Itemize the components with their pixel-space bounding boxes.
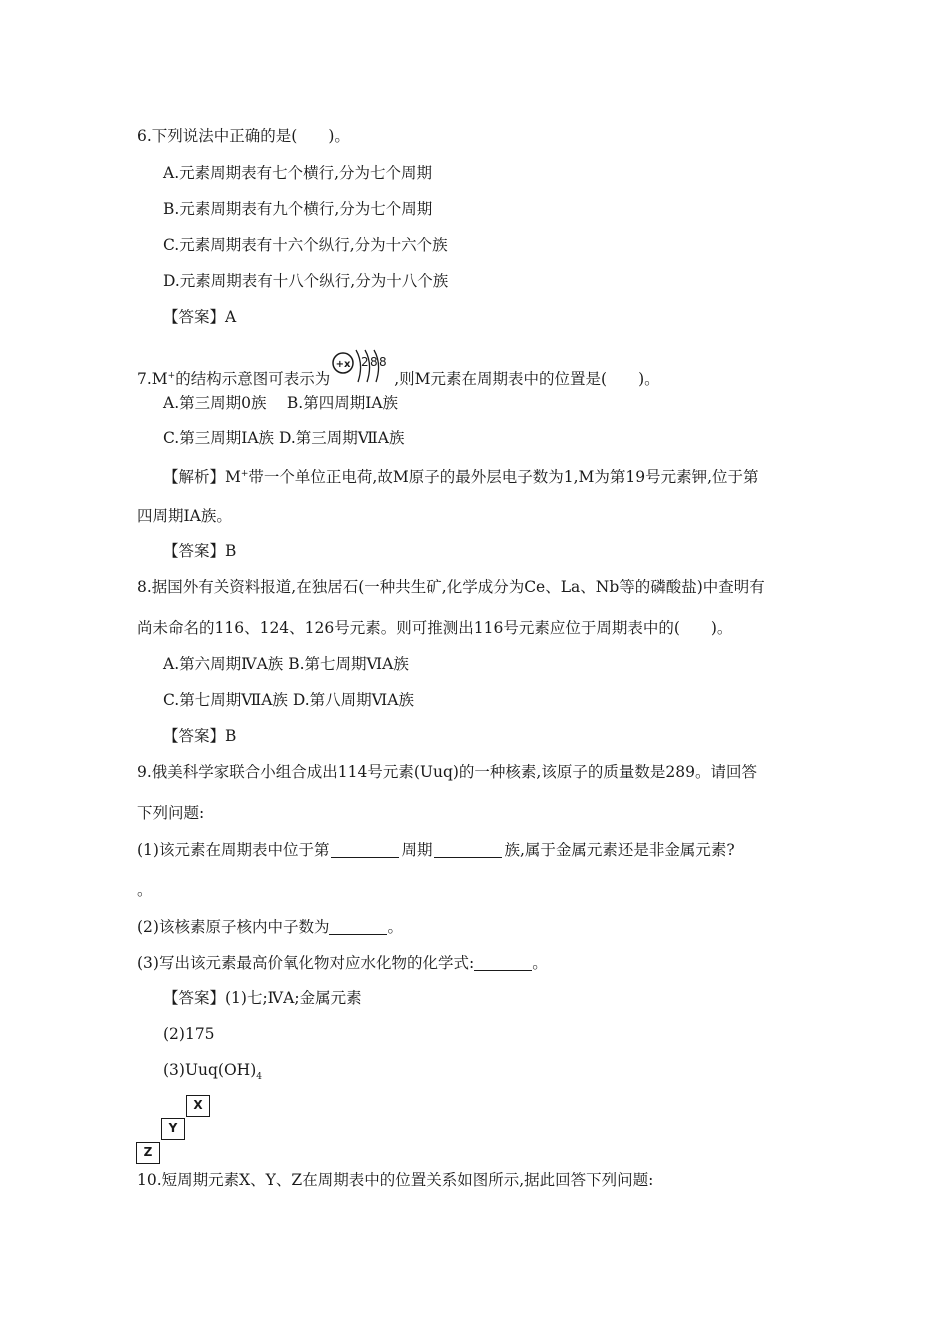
q9-part1-a: (1)该元素在周期表中位于第 <box>137 841 330 859</box>
q7-analysis-a: 【解析】M <box>163 468 241 487</box>
q9-answer1: 【答案】(1)七;ⅣA;金属元素 <box>163 989 362 1007</box>
q9-part3 <box>137 953 548 973</box>
q7-analysis-b: 带一个单位正电荷,故M原子的最外层电子数为1,M为第19号元素钾,位于第 <box>248 468 759 487</box>
q7-stem-prefix: 7.M <box>137 370 168 389</box>
q9-answer3-main: (3)Uuq(OH) <box>163 1061 257 1079</box>
q9-part2 <box>137 917 403 937</box>
q7-analysis-cont: 四周期ⅠA族。 <box>137 507 232 525</box>
q7-analysis <box>163 464 759 487</box>
grid-cell-y: Y <box>161 1118 185 1140</box>
q9-answer2: (2)175 <box>163 1025 215 1043</box>
atom-structure-diagram <box>331 346 395 384</box>
q9-part1-end: 。 <box>137 881 153 899</box>
q8-stem-line1: 8.据国外有关资料报道,在独居石(一种共生矿,化学成分为Ce、La、Nb等的磷酸盐)中查明有 <box>137 578 765 596</box>
q10-stem: 10.短周期元素X、Y、Z在周期表中的位置关系如图所示,据此回答下列问题: <box>137 1171 654 1189</box>
q9-part3-a: (3)写出该元素最高价氧化物对应水化物的化学式: <box>137 954 475 972</box>
q9-answer3 <box>163 1060 262 1087</box>
grid-cell-z: Z <box>136 1142 160 1164</box>
shell-electrons-2: 8 <box>370 355 378 369</box>
grid-cell-x: X <box>186 1095 210 1117</box>
q9-part1-b: 周期 <box>401 841 433 859</box>
shell-arc-1 <box>356 350 361 382</box>
answer-blank[interactable] <box>331 841 399 858</box>
q8-options-row2: C.第七周期ⅦA族 D.第八周期ⅥA族 <box>163 691 414 709</box>
q9-part3-end: 。 <box>532 954 548 972</box>
q9-stem-line1: 9.俄美科学家联合小组合成出114号元素(Uuq)的一种核素,该原子的质量数是289。请回答 <box>137 763 757 781</box>
q8-stem-line2: 尚未命名的116、124、126号元素。则可推测出116号元素应位于周期表中的( )。 <box>137 619 733 637</box>
q6-option-c: C.元素周期表有十六个纵行,分为十六个族 <box>163 236 448 254</box>
q7-stem <box>137 366 660 389</box>
q7-stem-suffix: ,则M元素在周期表中的位置是( )。 <box>394 370 660 389</box>
q9-part1-c: 族,属于金属元素还是非金属元素? <box>504 841 735 859</box>
shell-electrons-3: 8 <box>379 355 387 369</box>
q6-option-a: A.元素周期表有七个横行,分为七个周期 <box>163 164 433 182</box>
nucleus-charge: +x <box>335 359 351 370</box>
q7-answer: 【答案】B <box>163 542 237 560</box>
answer-blank[interactable] <box>474 954 532 971</box>
q8-answer: 【答案】B <box>163 727 237 745</box>
q6-option-b: B.元素周期表有九个横行,分为七个周期 <box>163 200 433 218</box>
q7-stem-charge: + <box>167 371 176 381</box>
q6-stem: 6.下列说法中正确的是( )。 <box>137 127 350 145</box>
q7-stem-mid: 的结构示意图可表示为 <box>175 370 331 389</box>
q6-answer: 【答案】A <box>163 308 237 326</box>
q8-options-row1: A.第六周期ⅣA族 B.第七周期ⅥA族 <box>163 655 409 673</box>
q9-part1 <box>137 840 735 860</box>
q7-options-row2: C.第三周期ⅠA族 D.第三周期ⅦA族 <box>163 429 405 447</box>
q6-option-d: D.元素周期表有十八个纵行,分为十八个族 <box>163 272 449 290</box>
answer-blank[interactable] <box>329 918 387 935</box>
answer-blank[interactable] <box>434 841 502 858</box>
shell-electrons-1: 2 <box>361 355 369 369</box>
q9-part2-a: (2)该核素原子核内中子数为 <box>137 918 330 936</box>
q9-answer3-sub: 4 <box>256 1072 262 1083</box>
q9-stem-line2: 下列问题: <box>137 804 205 822</box>
q9-part2-end: 。 <box>387 918 403 936</box>
q7-options-row1: A.第三周期0族 B.第四周期ⅠA族 <box>163 394 399 412</box>
q7-analysis-charge: + <box>240 469 249 479</box>
